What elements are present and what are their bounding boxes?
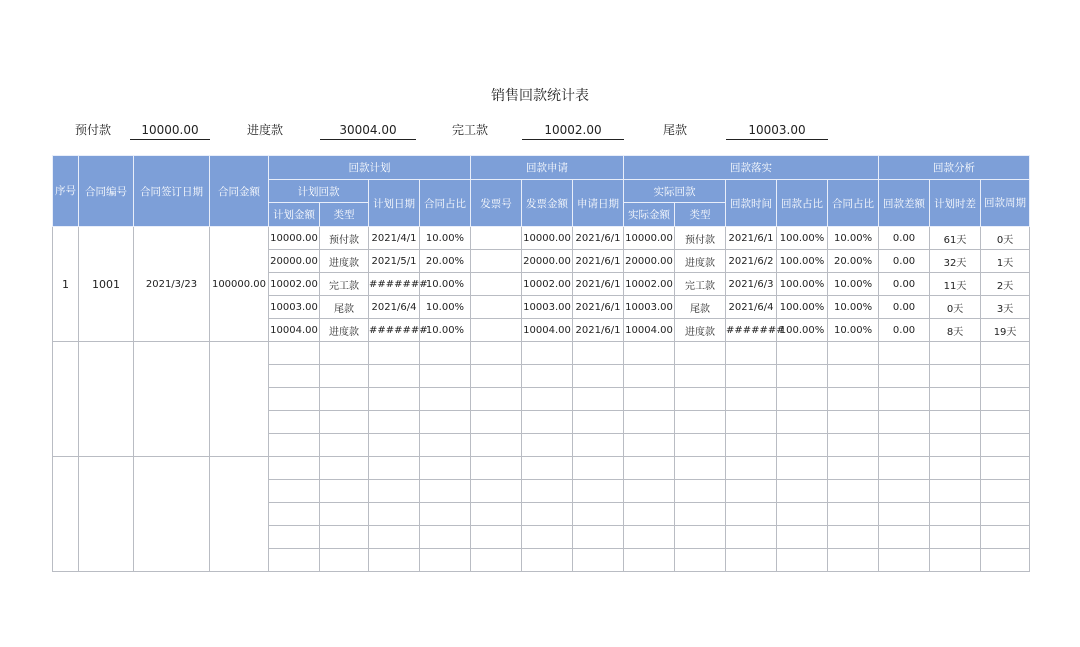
sheet-title: 销售回款统计表 bbox=[491, 88, 589, 104]
table-cell: ####### bbox=[369, 273, 420, 296]
empty-row bbox=[53, 457, 1030, 480]
table-cell: 10003.00 bbox=[269, 296, 320, 319]
header-plan-time-diff: 计划时差 bbox=[930, 180, 981, 227]
table-cell: 进度款 bbox=[675, 319, 726, 342]
table-cell: 1天 bbox=[981, 250, 1030, 273]
table-cell: 20000.00 bbox=[624, 250, 675, 273]
header-apply-group: 回款申请 bbox=[471, 156, 624, 180]
empty-cell bbox=[79, 457, 134, 572]
empty-cell bbox=[210, 342, 269, 457]
table-cell: 19天 bbox=[981, 319, 1030, 342]
header-apply-date: 申请日期 bbox=[573, 180, 624, 227]
table-cell: 10004.00 bbox=[624, 319, 675, 342]
header-actual-payment: 实际回款 bbox=[624, 180, 726, 203]
table-cell: 进度款 bbox=[675, 250, 726, 273]
table-cell: 20000.00 bbox=[269, 250, 320, 273]
table-cell: 10004.00 bbox=[269, 319, 320, 342]
table-cell bbox=[471, 296, 522, 319]
table-cell: 100.00% bbox=[777, 273, 828, 296]
table-cell: 61天 bbox=[930, 227, 981, 250]
table-cell: 10.00% bbox=[420, 273, 471, 296]
table-cell: 2021/6/1 bbox=[573, 250, 624, 273]
table-cell: 20.00% bbox=[828, 250, 879, 273]
header-actual-ratio: 合同占比 bbox=[828, 180, 879, 227]
table-cell: 32天 bbox=[930, 250, 981, 273]
header-seq: 序号 bbox=[53, 156, 79, 227]
table-cell: 10.00% bbox=[828, 227, 879, 250]
table-cell: 完工款 bbox=[320, 273, 369, 296]
summary-value-final: 10003.00 bbox=[726, 121, 828, 140]
table-cell: 10002.00 bbox=[269, 273, 320, 296]
header-actual-amount: 实际金额 bbox=[624, 203, 675, 227]
empty-cell bbox=[79, 342, 134, 457]
header-cycle: 回款周期 bbox=[981, 180, 1030, 227]
table-cell bbox=[471, 273, 522, 296]
table-cell: 10000.00 bbox=[269, 227, 320, 250]
table-cell: 10000.00 bbox=[624, 227, 675, 250]
table-cell: 10.00% bbox=[420, 227, 471, 250]
table-cell bbox=[471, 250, 522, 273]
table-cell: 2021/4/1 bbox=[369, 227, 420, 250]
table-cell: 10003.00 bbox=[522, 296, 573, 319]
table-cell: 20.00% bbox=[420, 250, 471, 273]
table-cell: 0.00 bbox=[879, 227, 930, 250]
table-cell: 2021/6/2 bbox=[726, 250, 777, 273]
table-cell: 预付款 bbox=[675, 227, 726, 250]
table-cell: 100.00% bbox=[777, 319, 828, 342]
table-cell: 2天 bbox=[981, 273, 1030, 296]
table-cell: 2021/5/1 bbox=[369, 250, 420, 273]
table-cell: 尾款 bbox=[675, 296, 726, 319]
table-cell: 11天 bbox=[930, 273, 981, 296]
table-cell: 完工款 bbox=[675, 273, 726, 296]
cell-seq: 1 bbox=[53, 227, 79, 342]
table-cell: 10.00% bbox=[828, 273, 879, 296]
empty-cell bbox=[53, 457, 79, 572]
summary-value-completion: 10002.00 bbox=[522, 121, 624, 140]
table-cell: 0天 bbox=[930, 296, 981, 319]
table-cell: 2021/6/1 bbox=[573, 227, 624, 250]
table-cell: 10000.00 bbox=[522, 227, 573, 250]
header-diff: 回款差额 bbox=[879, 180, 930, 227]
table-row bbox=[53, 227, 1030, 250]
header-receive-time: 回款时间 bbox=[726, 180, 777, 227]
table-cell: 0.00 bbox=[879, 250, 930, 273]
table-cell: 10002.00 bbox=[624, 273, 675, 296]
summary-value-progress: 30004.00 bbox=[320, 121, 416, 140]
header-row-1 bbox=[53, 156, 1030, 180]
summary-label-completion: 完工款 bbox=[452, 123, 489, 137]
table-cell: 100.00% bbox=[777, 250, 828, 273]
table-cell: 2021/6/4 bbox=[726, 296, 777, 319]
table-cell: 进度款 bbox=[320, 319, 369, 342]
table-cell: 0.00 bbox=[879, 273, 930, 296]
empty-cell bbox=[134, 342, 210, 457]
table-cell: 尾款 bbox=[320, 296, 369, 319]
header-receive-ratio: 回款占比 bbox=[777, 180, 828, 227]
cell-contract-amount: 100000.00 bbox=[210, 227, 269, 342]
cell-sign-date: 2021/3/23 bbox=[134, 227, 210, 342]
header-sign-date: 合同签订日期 bbox=[134, 156, 210, 227]
table-cell: 预付款 bbox=[320, 227, 369, 250]
table-cell: 8天 bbox=[930, 319, 981, 342]
summary-label-prepayment: 预付款 bbox=[75, 123, 112, 137]
cell-contract-no: 1001 bbox=[79, 227, 134, 342]
header-invoice-no: 发票号 bbox=[471, 180, 522, 227]
payment-statistics-table bbox=[52, 155, 1030, 572]
table-cell: ####### bbox=[726, 319, 777, 342]
summary-value-prepayment: 10000.00 bbox=[130, 121, 210, 140]
table-cell: 10.00% bbox=[420, 296, 471, 319]
header-plan-amount: 计划金额 bbox=[269, 203, 320, 227]
table-cell: 10.00% bbox=[828, 319, 879, 342]
empty-cell bbox=[134, 457, 210, 572]
table-cell: 10.00% bbox=[420, 319, 471, 342]
header-plan-date: 计划日期 bbox=[369, 180, 420, 227]
header-actual-type: 类型 bbox=[675, 203, 726, 227]
table-cell: 10003.00 bbox=[624, 296, 675, 319]
table-cell: 3天 bbox=[981, 296, 1030, 319]
table-cell: 0.00 bbox=[879, 296, 930, 319]
empty-cell bbox=[53, 342, 79, 457]
table-cell: 2021/6/4 bbox=[369, 296, 420, 319]
summary-label-final: 尾款 bbox=[663, 123, 688, 137]
header-contract-no: 合同编号 bbox=[79, 156, 134, 227]
table-cell: 2021/6/1 bbox=[573, 319, 624, 342]
table-cell: ####### bbox=[369, 319, 420, 342]
table-cell: 2021/6/1 bbox=[573, 273, 624, 296]
header-plan-group: 回款计划 bbox=[269, 156, 471, 180]
table-cell: 进度款 bbox=[320, 250, 369, 273]
table-cell: 2021/6/3 bbox=[726, 273, 777, 296]
table-cell: 10002.00 bbox=[522, 273, 573, 296]
table-cell: 0.00 bbox=[879, 319, 930, 342]
table-cell: 100.00% bbox=[777, 296, 828, 319]
table-cell: 2021/6/1 bbox=[726, 227, 777, 250]
header-plan-ratio: 合同占比 bbox=[420, 180, 471, 227]
header-analysis-group: 回款分析 bbox=[879, 156, 1030, 180]
header-invoice-amount: 发票金额 bbox=[522, 180, 573, 227]
table-cell: 10004.00 bbox=[522, 319, 573, 342]
table-cell: 100.00% bbox=[777, 227, 828, 250]
header-plan-type: 类型 bbox=[320, 203, 369, 227]
table-cell: 20000.00 bbox=[522, 250, 573, 273]
table-cell bbox=[471, 319, 522, 342]
header-plan-payment: 计划回款 bbox=[269, 180, 369, 203]
summary-label-progress: 进度款 bbox=[247, 123, 284, 137]
empty-row bbox=[53, 342, 1030, 365]
header-contract-amount: 合同金额 bbox=[210, 156, 269, 227]
table-cell bbox=[471, 227, 522, 250]
table-cell: 2021/6/1 bbox=[573, 296, 624, 319]
header-actual-group: 回款落实 bbox=[624, 156, 879, 180]
table-cell: 0天 bbox=[981, 227, 1030, 250]
empty-cell bbox=[210, 457, 269, 572]
table-cell: 10.00% bbox=[828, 296, 879, 319]
